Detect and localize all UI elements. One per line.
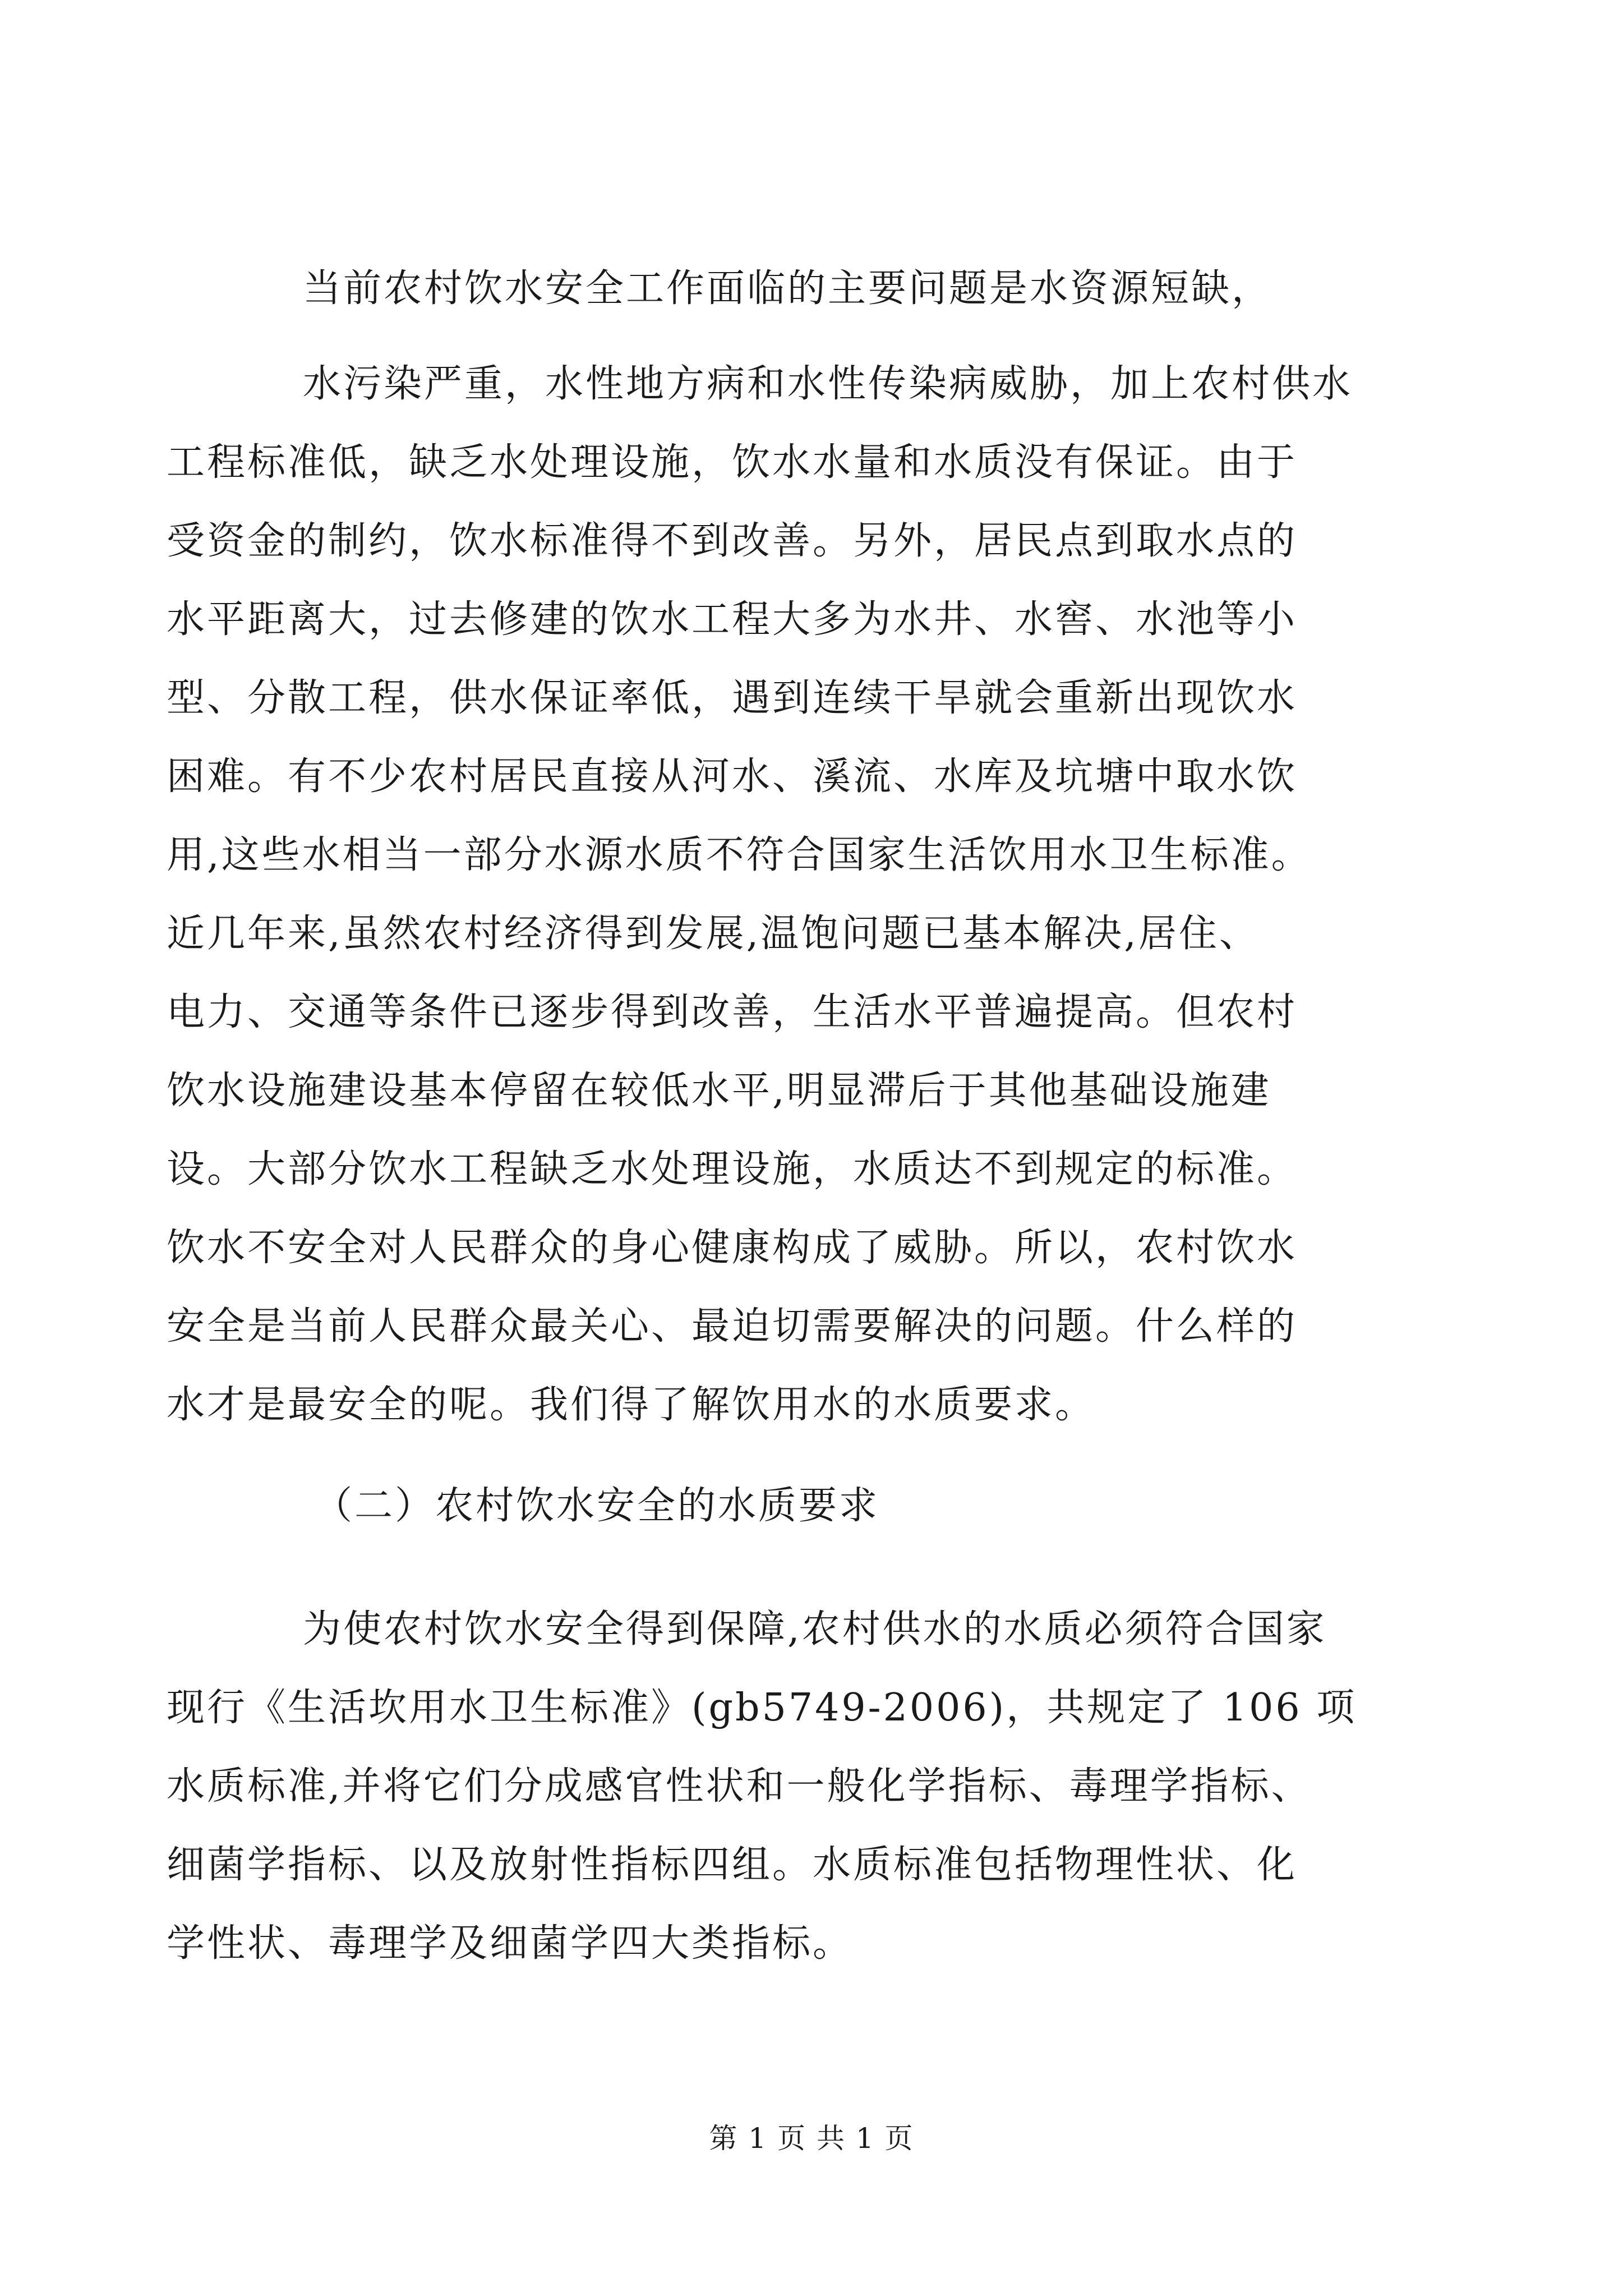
paragraph-4-line-1: 为使农村饮水安全得到保障,农村供水的水质必须符合国家 bbox=[303, 1607, 1327, 1651]
paragraph-2-line-11: 设。大部分饮水工程缺乏水处理设施，水质达不到规定的标准。 bbox=[167, 1147, 1298, 1191]
page-number-footer: 第 1 页 共 1 页 bbox=[709, 2122, 914, 2155]
paragraph-2-line-2: 工程标准低，缺乏水处理设施，饮水水量和水质没有保证。由于 bbox=[167, 440, 1298, 485]
paragraph-4-line-5: 学性状、毒理学及细菌学四大类指标。 bbox=[167, 1921, 854, 1966]
paragraph-2-line-6: 困难。有不少农村居民直接从河水、溪流、水库及坑塘中取水饮 bbox=[167, 754, 1298, 799]
paragraph-2-line-4: 水平距离大，过去修建的饮水工程大多为水井、水窖、水池等小 bbox=[167, 597, 1298, 642]
paragraph-2-line-5: 型、分散工程，供水保证率低，遇到连续干旱就会重新出现饮水 bbox=[167, 676, 1298, 720]
paragraph-2-line-8: 近几年来,虽然农村经济得到发展,温饱问题已基本解决,居住、 bbox=[167, 912, 1260, 956]
paragraph-2-line-9: 电力、交通等条件已逐步得到改善，生活水平普遍提高。但农村 bbox=[167, 990, 1298, 1034]
paragraph-2-line-10: 饮水设施建设基本停留在较低水平,明显滞后于其他基础设施建 bbox=[167, 1069, 1271, 1113]
paragraph-2-line-3: 受资金的制约，饮水标准得不到改善。另外，居民点到取水点的 bbox=[167, 519, 1298, 563]
paragraph-4-line-4: 细菌学指标、以及放射性指标四组。水质标准包括物理性状、化 bbox=[167, 1843, 1298, 1887]
paragraph-4-line-3: 水质标准,并将它们分成感官性状和一般化学指标、毒理学指标、 bbox=[167, 1764, 1312, 1809]
paragraph-1-line-1: 当前农村饮水安全工作面临的主要问题是水资源短缺， bbox=[303, 266, 1272, 311]
paragraph-4-line-2: 现行《生活坎用水卫生标准》(gb5749-2006)，共规定了 106 项 bbox=[167, 1686, 1357, 1730]
paragraph-2-line-12: 饮水不安全对人民群众的身心健康构成了威胁。所以，农村饮水 bbox=[167, 1226, 1298, 1270]
paragraph-2-line-1: 水污染严重，水性地方病和水性传染病威胁，加上农村供水 bbox=[303, 362, 1353, 406]
paragraph-2-line-13: 安全是当前人民群众最关心、最迫切需要解决的问题。什么样的 bbox=[167, 1304, 1298, 1349]
paragraph-2-line-14: 水才是最安全的呢。我们得了解饮用水的水质要求。 bbox=[167, 1383, 1096, 1427]
paragraph-2-line-7: 用,这些水相当一部分水源水质不符合国家生活饮用水卫生标准。 bbox=[167, 833, 1312, 877]
section-heading: （二）农村饮水安全的水质要求 bbox=[314, 1484, 880, 1528]
